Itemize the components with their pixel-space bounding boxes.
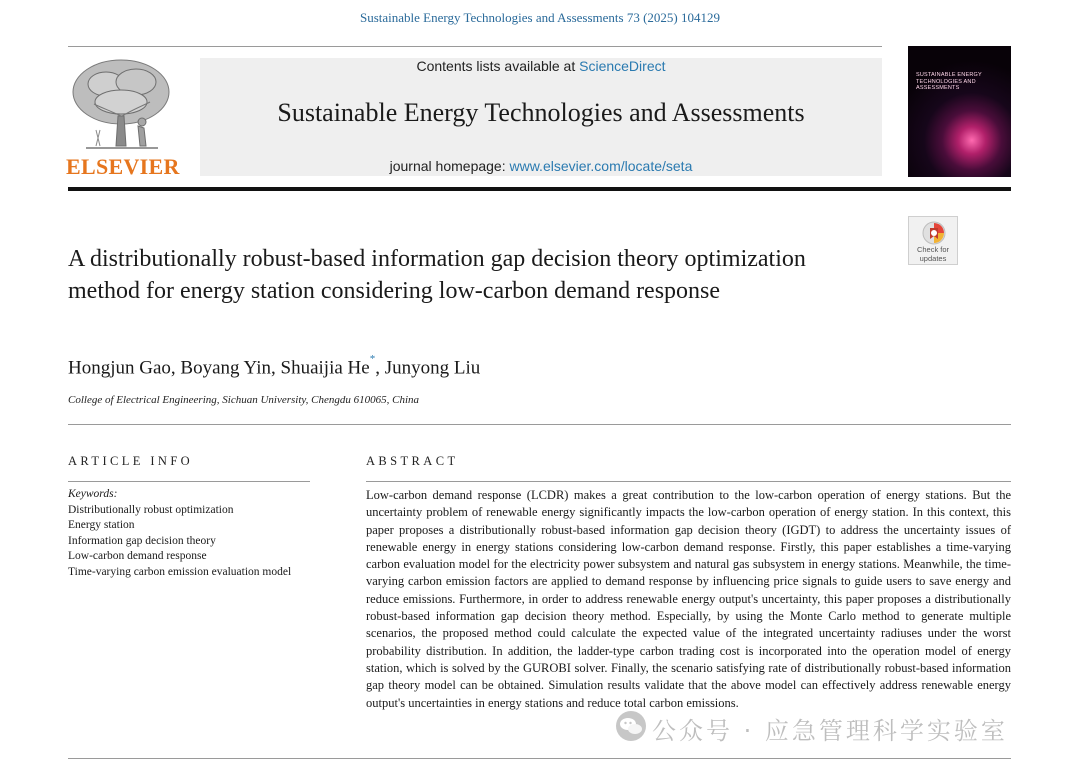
cover-title: SUSTAINABLE ENERGY TECHNOLOGIES AND ASSESSMENTS [916,72,982,91]
article-info-heading: ARTICLE INFO [68,454,194,468]
sciencedirect-link[interactable]: ScienceDirect [579,58,666,74]
keywords-label: Keywords: [68,488,118,500]
check-updates-icon [922,221,946,245]
article-info-rule [68,481,310,482]
author-affiliation: College of Electrical Engineering, Sichuan University, Chengdu 610065, China [68,394,420,406]
elsevier-logo[interactable] [66,56,180,180]
keyword-item: Energy station [68,519,135,532]
journal-banner [200,58,882,176]
check-updates-label: Check for updates [916,245,950,263]
header-rule [68,46,882,47]
wechat-watermark [614,707,1054,745]
author-list: Hongjun Gao, Boyang Yin, Shuaijia He*, Junyong Liu [68,353,481,379]
elsevier-wordmark: ELSEVIER [66,154,180,179]
homepage-line [200,158,882,174]
check-for-updates-button[interactable] [908,216,958,265]
journal-name: Sustainable Energy Technologies and Assessments [277,98,805,127]
wechat-icon [614,709,648,743]
paper-title: A distributionally robust-based information gap decision theory optimization method for energy station considering low-carbon demand response [68,246,806,304]
keyword-item: Information gap decision theory [68,534,216,547]
keyword-item: Distributionally robust optimization [68,503,234,516]
watermark-text: 公众号 · 应急管理科学实验室 [652,717,1008,745]
corresponding-author-mark[interactable]: * [369,353,376,365]
keywords-list [68,503,308,581]
contents-prefix: Contents lists available at [416,58,580,74]
contents-line [200,58,882,74]
header-thick-rule [68,187,1011,191]
author-name[interactable]: Junyong Liu [384,357,481,379]
author-name[interactable]: Hongjun Gao [68,357,171,379]
abstract-heading: ABSTRACT [366,454,459,468]
keywords-block [68,487,308,581]
abstract-rule [366,481,1011,482]
section-rule [68,424,1011,425]
footer-rule [68,758,1011,759]
homepage-link[interactable]: www.elsevier.com/locate/seta [509,158,693,174]
keyword-item: Time-varying carbon emission evaluation model [68,565,292,578]
keyword-item: Low-carbon demand response [68,550,207,563]
journal-cover-image[interactable] [908,46,1011,177]
author-name[interactable]: Boyang Yin [180,357,272,379]
abstract-text: Low-carbon demand response (LCDR) makes a great contribution to the low-carbon operation of energy stations. But the uncertainty problem of renewable energy significantly impacts the low-carbon operation of energy station. In this context, this paper proposes a distributionally robust-based information gap decision theory (IGDT) to address the uncertainty issues of renewable energy in energy stations considering low-carbon demand response. Firstly, this paper establishes a time-varying carbon evaluation model for the electricity power subsystem and natural gas subsystem in energy stations. Meanwhile, the time-varying carbon emission factors are applied to demand response by influencing price signals to guide users to save energy and reduce emissions. Furthermore, in order to address renewable energy output's uncertainty, this paper proposes a distributionally robust-based information gap decision theory method. Especially, by using the Monte Carlo method to generate multiple scenarios, the proposed method could calculate the expected value of the integrated uncertainty radiuses under the worst probability distribution. In addition, the ladder-type carbon trading cost is incorporated into the operation model of energy station, which is solved by the GUROBI solver. Finally, the scenario satisfying rate of distributionally robust-based information gap theory model can be obtained. Simulation results validate that the above model can effectively address renewable energy output's uncertainties in energy stations and reduce total carbon emissions. [366,488,1011,710]
journal-citation: Sustainable Energy Technologies and Assessments 73 (2025) 104129 [359,10,721,25]
homepage-prefix: journal homepage: [389,158,510,174]
elsevier-tree-icon [66,56,176,154]
author-name[interactable]: Shuaijia He [280,357,370,379]
